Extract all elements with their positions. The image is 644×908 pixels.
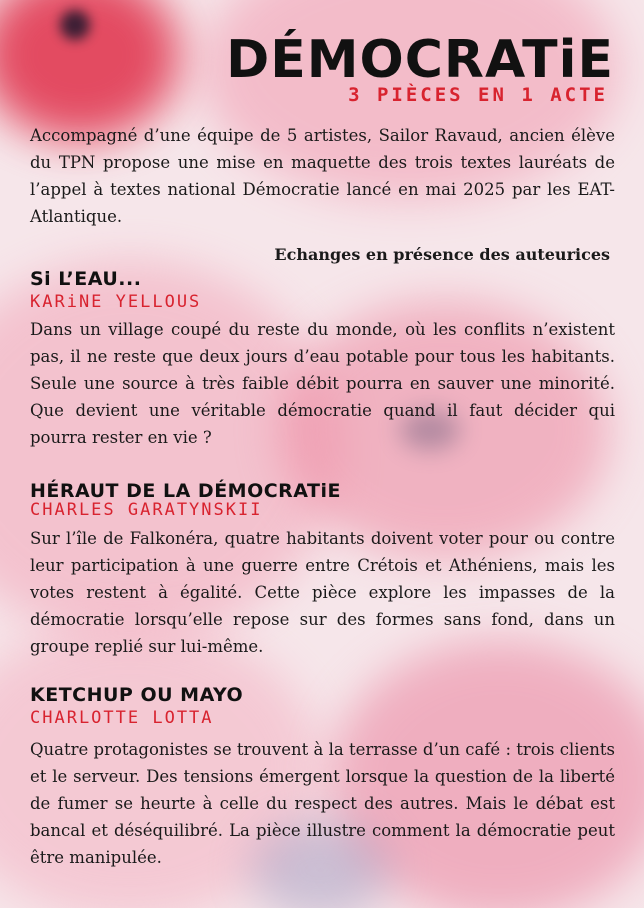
section-author: KARiNE YELLOUS [30,292,202,312]
poster-subtitle: 3 PIÈCES EN 1 ACTE [348,84,608,106]
section-text: Dans un village coupé du reste du monde, où les conflits n’existent pas, il ne reste que deux jours d’eau potable pour tous les habitants. Seule une source à très faible débit pourra en sauver une minorité. Que devient une véritable démocratie quand il faut décider qui pourra rester en vie ? [30,320,615,447]
section-author: CHARLES GARATYNSKII [30,500,263,520]
section-title: Si L’EAU... [30,268,142,290]
poster-title: DÉMOCRATiE [226,30,614,90]
section-title: HÉRAUT DE LA DÉMOCRATiE [30,480,341,502]
echanges-note: Echanges en présence des auteurices [274,245,610,264]
section-text: Quatre protagonistes se trouvent à la terrasse d’un café : trois clients et le serveur. Des tensions émergent lorsque la question de la liberté de fumer se heurte à celle du respect des autres. Mais le débat est bancal et déséquilibré. La pièce illustre comment la démocratie peut être manipulée. [30,740,615,867]
section-title: KETCHUP OU MAYO [30,684,244,706]
intro-paragraph: Accompagné d’une équipe de 5 artistes, Sailor Ravaud, ancien élève du TPN propose une mise en maquette des trois textes lauréats de l’appel à textes national Démocratie lancé en mai 2025 par les EAT-Atlantique. [30,126,615,226]
section-author: CHARLOTTE LOTTA [30,708,214,728]
section-text: Sur l’île de Falkonéra, quatre habitants doivent voter pour ou contre leur participation à une guerre entre Crétois et Athéniens, mais les votes restent à égalité. Cette pièce explore les impasses de la démocratie lorsqu’elle repose sur des formes sans fond, dans un groupe replié sur lui-même. [30,529,615,656]
